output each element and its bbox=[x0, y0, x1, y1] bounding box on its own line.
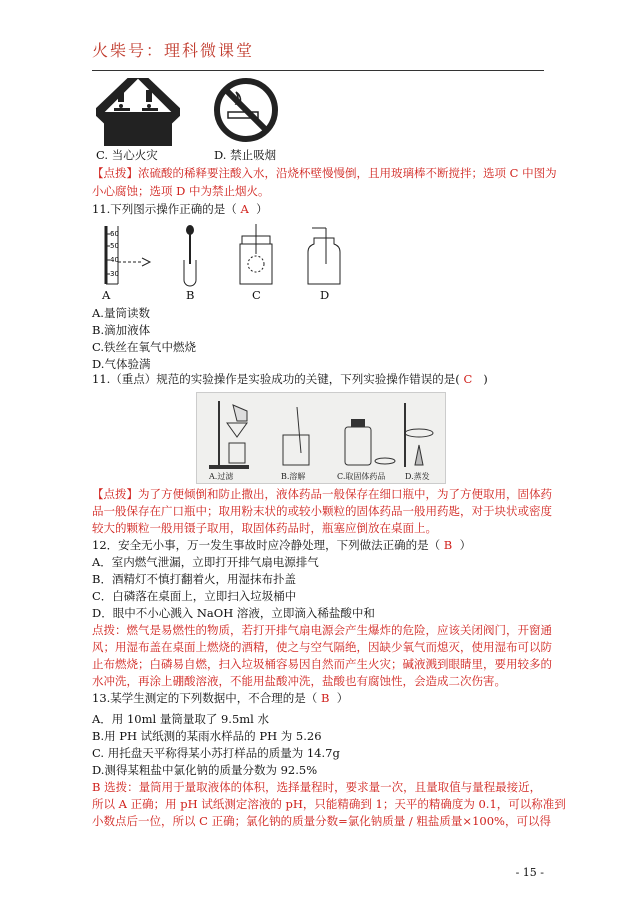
q11a-stem: 11.下列图示操作正确的是（ A ） bbox=[92, 202, 268, 216]
q12-tip-line: 止布燃烧；白磷易自燃，扫入垃圾桶容易因自然而产生火灾；碱液溅到眼睛里，要用较多的 bbox=[92, 657, 552, 671]
page-number: - 15 - bbox=[515, 866, 544, 879]
page-header: 火柴号：理科微课堂 bbox=[92, 41, 255, 60]
q12-option: C．白磷落在桌面上，立即扫入垃圾桶中 bbox=[92, 589, 297, 603]
q13-option: D.测得某粗盐中氯化钠的质量分数为 92.5% bbox=[92, 763, 318, 777]
diagram-label: B bbox=[186, 288, 195, 302]
diagram-label: A bbox=[102, 288, 111, 302]
q13-tip-line: 所以 A 正确；用 pH 试纸测定溶液的 pH，只能精确到 1；天平的精确度为 0.1，可以称准到 bbox=[92, 797, 566, 811]
q12-option: A．室内燃气泄漏，立即打开排气扇电源排气 bbox=[92, 555, 319, 569]
q10-tip-line: 小心腐蚀；选项 D 中为禁止烟火。 bbox=[92, 184, 270, 198]
q13-answer: B bbox=[320, 691, 330, 705]
q11a-option: B.滴加液体 bbox=[92, 323, 151, 337]
iron-wire-combustion-diagram bbox=[236, 224, 276, 288]
q11b-stem: 11.（重点）规范的实验操作是实验成功的关键，下列实验操作错误的是( C ) bbox=[92, 372, 488, 386]
diagram-label: D bbox=[320, 288, 330, 302]
q13-tip-line: B 选拨：量筒用于量取液体的体积，选择量程时，要求量一次，且量取值与量程最接近， bbox=[92, 780, 542, 794]
q11a-option: C.铁丝在氧气中燃烧 bbox=[92, 340, 197, 354]
cyl-tick-label: 30 bbox=[110, 270, 119, 278]
cyl-tick-label: 40 bbox=[110, 256, 119, 264]
photo-caption: B.溶解 bbox=[281, 472, 306, 481]
lab-operations-photo bbox=[196, 392, 446, 484]
q10-option-c: C. 当心火灾 bbox=[96, 148, 158, 162]
q13-stem: 13.某学生测定的下列数据中，不合理的是（ B ） bbox=[92, 691, 349, 705]
photo-caption: C.取固体药品 bbox=[337, 472, 386, 481]
q10-option-d: D. 禁止吸烟 bbox=[214, 148, 277, 162]
q10-tip-line: 【点拨】浓硫酸的稀释要注酸入水，沿烧杯壁慢慢倒，且用玻璃棒不断搅拌；选项 C 中图为 bbox=[92, 166, 557, 180]
cyl-tick-label: 60 bbox=[110, 230, 119, 238]
q11b-tip-line: 较大的颗粒一般用镊子取用，取固体药品时，瓶塞应倒放在桌面上。 bbox=[92, 521, 437, 535]
q11a-option: A.量筒读数 bbox=[92, 306, 150, 320]
q11b-answer: C bbox=[463, 372, 473, 386]
photo-caption: D.蒸发 bbox=[405, 472, 430, 481]
dropper-test-tube-diagram bbox=[176, 224, 206, 288]
q13-tip-line: 小数点后一位，所以 C 正确；氯化钠的质量分数=氯化钠质量 / 粗盐质量×100%，可以得 bbox=[92, 814, 551, 828]
q12-option: B．酒精灯不慎打翻着火，用湿抹布扑盖 bbox=[92, 572, 296, 586]
q12-answer: B bbox=[443, 538, 453, 552]
q11a-option: D.气体验满 bbox=[92, 357, 151, 371]
q12-stem: 12．安全无小事，万一发生事故时应冷静处理，下列做法正确的是（ B ） bbox=[92, 538, 472, 552]
q12-option: D．眼中不小心溅入 NaOH 溶液，立即滴入稀盐酸中和 bbox=[92, 606, 375, 620]
corrosive-sign-icon bbox=[96, 78, 180, 146]
header-rule bbox=[92, 70, 544, 71]
gas-collection-bottle-diagram bbox=[304, 224, 344, 288]
q12-tip-line: 风；用湿布盖在桌面上燃烧的酒精，使之与空气隔绝，因缺少氧气而熄灭，使用湿布可以防 bbox=[92, 640, 552, 654]
no-smoking-sign-icon bbox=[214, 78, 278, 142]
q11b-tip-line: 【点拨】为了方便倾倒和防止撒出，液体药品一般保存在细口瓶中，为了方便取用，固体药 bbox=[92, 487, 552, 501]
photo-caption: A.过滤 bbox=[209, 472, 234, 481]
diagram-label: C bbox=[252, 288, 261, 302]
q11b-tip-line: 品一般保存在广口瓶中；取用粉末状的或较小颗粒的固体药品一般用药匙，对于块状或密度 bbox=[92, 504, 552, 518]
cyl-tick-label: 50 bbox=[110, 242, 119, 250]
q12-tip-line: 点拨：燃气是易燃性的物质，若打开排气扇电源会产生爆炸的危险，应该关闭阀门，开窗通 bbox=[92, 623, 552, 637]
q13-option: A．用 10ml 量筒量取了 9.5ml 水 bbox=[92, 712, 270, 726]
q13-option: B.用 PH 试纸测的某雨水样品的 PH 为 5.26 bbox=[92, 729, 322, 743]
graduated-cylinder-diagram bbox=[100, 224, 160, 288]
q11a-answer: A bbox=[240, 202, 249, 216]
q12-tip-line: 水冲洗，再涂上硼酸溶液，不能用盐酸冲洗，盐酸也有腐蚀性，会造成二次伤害。 bbox=[92, 674, 506, 688]
q13-option: C. 用托盘天平称得某小苏打样品的质量为 14.7g bbox=[92, 746, 340, 760]
